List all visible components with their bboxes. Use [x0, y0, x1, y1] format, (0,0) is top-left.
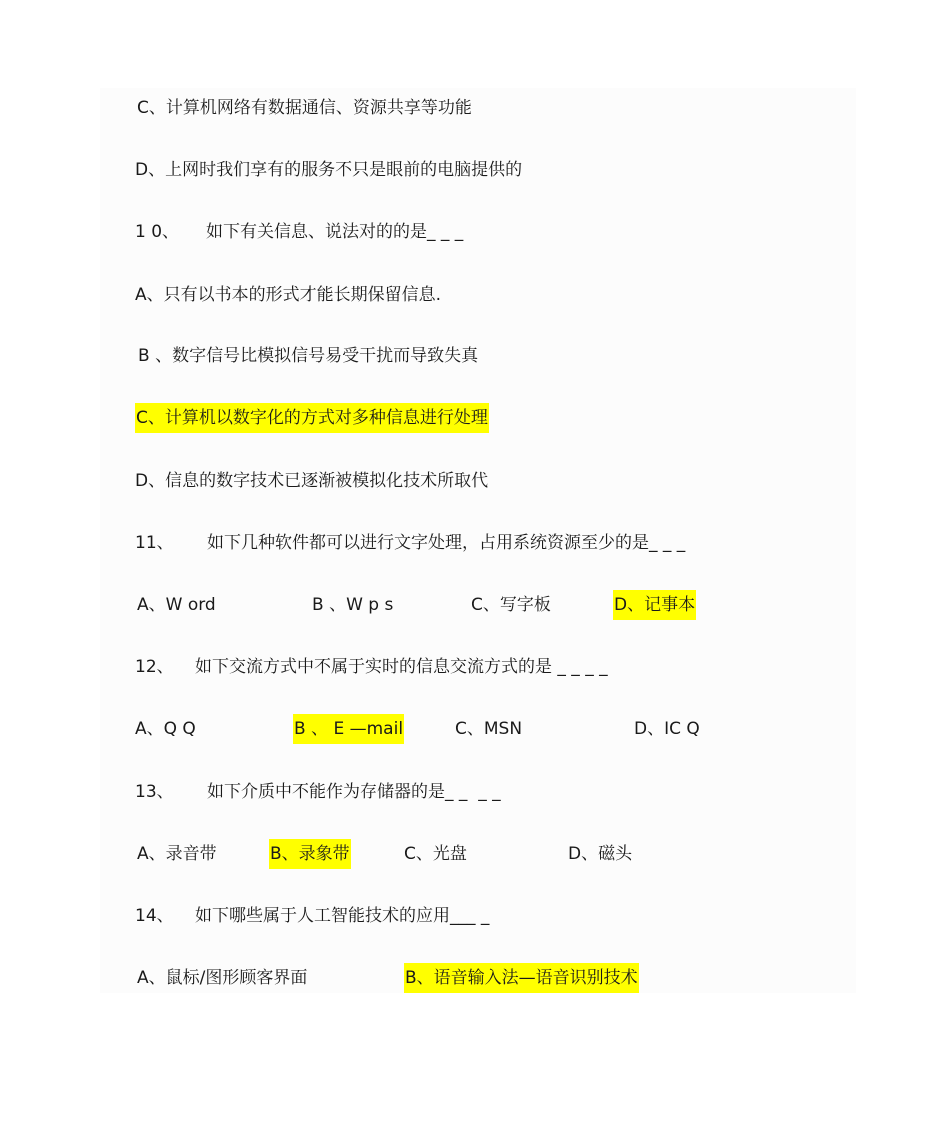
question-number: 11、: [135, 533, 174, 553]
question-text: 如下哪些属于人工智能技术的应用___ _: [195, 906, 490, 926]
option-b: B 、W p s: [312, 595, 394, 615]
option-b-answer: B、语音输入法—语音识别技术: [404, 963, 639, 993]
option-d: D、IC Q: [634, 719, 700, 739]
question-number: 14、: [135, 906, 174, 926]
option-text: B 、数字信号比模拟信号易受干扰而导致失真: [138, 346, 479, 366]
option-d-answer: D、记事本: [613, 590, 696, 620]
option-d: D、磁头: [568, 844, 633, 864]
question-number: 12、: [135, 657, 174, 677]
question-text: 如下介质中不能作为存储器的是_ _ _ _: [207, 782, 501, 802]
option-a: A、W ord: [137, 595, 216, 615]
question-text: 如下有关信息、说法对的的是_ _ _: [206, 222, 464, 242]
option-c: C、MSN: [455, 719, 523, 739]
option-a: A、鼠标/图形顾客界面: [137, 968, 308, 988]
option-c: C、写字板: [471, 595, 551, 615]
question-number: 1 0、: [135, 222, 180, 242]
option-a: A、录音带: [137, 844, 217, 864]
option-text: C、计算机网络有数据通信、资源共享等功能: [137, 98, 472, 118]
highlighted-answer: C、计算机以数字化的方式对多种信息进行处理: [135, 403, 489, 433]
question-number: 13、: [135, 782, 174, 802]
option-text: D、上网时我们享有的服务不只是眼前的电脑提供的: [135, 160, 523, 180]
option-text: D、信息的数字技术已逐渐被模拟化技术所取代: [135, 471, 489, 491]
option-b-answer: B 、 E —mail: [293, 714, 404, 744]
option-c: C、光盘: [404, 844, 467, 864]
option-b-answer: B、录象带: [269, 839, 351, 869]
question-text: 如下交流方式中不属于实时的信息交流方式的是 _ _ _ _: [195, 657, 608, 677]
option-text: A、只有以书本的形式才能长期保留信息.: [135, 285, 442, 305]
option-a: A、Q Q: [135, 719, 196, 739]
question-text: 如下几种软件都可以进行文字处理，占用系统资源至少的是_ _ _: [207, 533, 686, 553]
